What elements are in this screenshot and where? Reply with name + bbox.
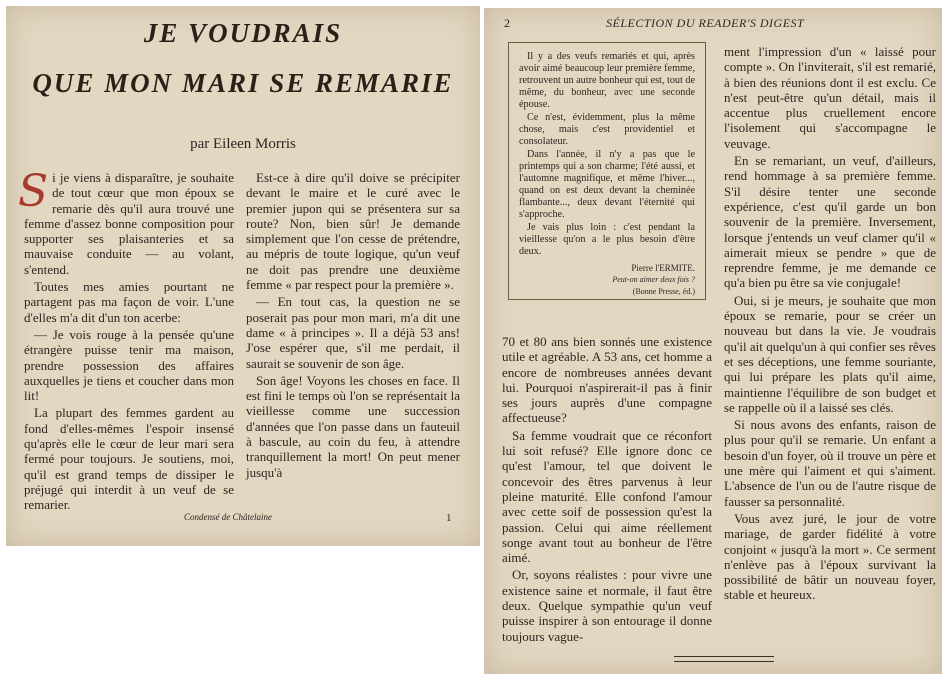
right-column-2 bbox=[724, 44, 936, 605]
paragraph: En se remariant, un veuf, d'ailleurs, rend hommage à sa première femme. S'il désire tenter une seconde expérience, c'est qu'il garde un bon souvenir de la première. Inversement, lorsque j'entends un veuf clamer qu'il « aimerait mieux se pendre » que de reprendre femme, je me demande ce qu'a bien pu être sa vie conjugale! bbox=[724, 153, 936, 291]
byline: par Eileen Morris bbox=[190, 136, 296, 152]
paragraph: — En tout cas, la question ne se poserait pas pour mon mari, m'a dit une dame « à principes ». Il a déjà 53 ans! J'ose espérer que, s'il me perdait, il saurait se souvenir de son âge. bbox=[246, 294, 460, 371]
paragraph: Or, soyons réalistes : pour vivre une existence saine et normale, il faut être deux. Quelque sympathie qu'un veuf puisse inspirer à son entourage il donne toujours vague- bbox=[502, 567, 712, 644]
page-number: 2 bbox=[504, 16, 510, 30]
end-rule bbox=[674, 656, 774, 662]
article-title-line2: QUE MON MARI SE REMARIE bbox=[32, 68, 454, 98]
left-column-2 bbox=[246, 170, 460, 482]
paragraph: — Je vois rouge à la pensée qu'une étrangère puisse tenir ma maison, prendre possession des affaires auxquelles je tiens et coucher dans mon lit! bbox=[24, 326, 234, 404]
left-column-1 bbox=[18, 166, 234, 515]
page-number: 1 bbox=[446, 512, 452, 524]
paragraph: ment l'impression d'un « laissé pour compte ». On l'inviterait, s'il est remarié, à bien des réunions dont il est exclu. Ce n'est peut-être qu'un détail, mais il accentue plus cruellement encore l'isolement qui s'accompagne le veuvage. bbox=[724, 44, 936, 151]
right-column-1 bbox=[502, 334, 712, 646]
drop-cap: S bbox=[18, 166, 49, 217]
box-signature: Pierre l'ERMITE. bbox=[631, 263, 695, 273]
paragraph: Sa femme voudrait que ce réconfort lui soit refusé? Elle ignore donc ce qu'est l'amour, tel que doivent le concevoir des êtres parvenus à leur pleine maturité. Elle confond l'amour avec cette soif de possession qu'est la passion. Celui qui aime réellement songe avant tout au bonheur de l'être aimé. bbox=[502, 427, 712, 566]
box-source-title: Peut-on aimer deux fois ? bbox=[612, 275, 695, 284]
box-source-publisher: (Bonne Presse, éd.) bbox=[632, 287, 695, 296]
paragraph: Si je viens à disparaître, je souhaite de tout cœur que mon époux se remarie dès qu'il aura trouvé une femme d'assez bonne composition pour supporter ses plaisanteries et sa mauvaise conduite — au volant, s'entend. bbox=[18, 166, 234, 277]
quote-box bbox=[508, 42, 706, 300]
box-paragraph: Je vais plus loin : c'est pendant la vieillesse qu'on a le plus besoin d'être deux. bbox=[519, 222, 695, 257]
running-head: SÉLECTION DU READER'S DIGEST bbox=[606, 16, 805, 30]
paragraph: Toutes mes amies pourtant ne partagent pas ma façon de voir. L'une d'elles m'a dit d'un ton acerbe: bbox=[24, 279, 234, 325]
left-page bbox=[6, 6, 480, 546]
box-paragraph: Il y a des veufs remariés et qui, après avoir aimé beaucoup leur première femme, retrouvent un autre bonheur qui est, tout de même, du bonheur, avec une seconde épouse. bbox=[519, 51, 695, 110]
paragraph: Si nous avons des enfants, raison de plus pour qu'il se remarie. Un enfant a besoin d'un foyer, où il trouve un père et une mère qui l'aiment et qui s'aiment. L'absence de l'un ou de l'autre risque de fausser sa personnalité. bbox=[724, 417, 936, 509]
box-paragraph: Ce n'est, évidemment, plus la même chose, mais c'est providentiel et consolateur. bbox=[519, 112, 695, 147]
source-footer: Condensé de Châtelaine bbox=[184, 512, 272, 522]
right-page bbox=[484, 8, 942, 674]
paragraph: Vous avez juré, le jour de votre mariage, de garder fidélité à votre conjoint « jusqu'à la mort ». Ce serment n'enlève pas à l'époux survivant la possibilité de bâtir un nouveau foyer, stable et heureux. bbox=[724, 510, 936, 603]
paragraph: La plupart des femmes gardent au fond d'elles-mêmes l'espoir insensé qu'après elle le cœur de leur mari sera fermé pour toujours. Je soutiens, moi, qu'il est grand temps de dissiper le préjugé qui interdit à un veuf de se remarier. bbox=[24, 405, 234, 513]
paragraph: Est-ce à dire qu'il doive se précipiter devant le maire et le curé avec le premier jupon qui se présentera sur sa route? Non, bien sûr! Je demande simplement que l'on cesse de prétendre, au mépris de toute logique, qu'un veuf ne doit pas prendre une deuxième femme « par respect pour la première ». bbox=[246, 170, 460, 293]
article-title-line1: JE VOUDRAIS bbox=[143, 18, 343, 48]
paragraph: Son âge! Voyons les choses en face. Il est fini le temps où l'on se représentait la vieillesse comme une succession d'années que l'on passe dans un fauteuil à bascule, au coin du feu, à attendre tranquillement la mort! On peut mener jusqu'à bbox=[246, 372, 460, 480]
paragraph: 70 et 80 ans bien sonnés une existence utile et agréable. A 53 ans, cet homme a encore de nombreuses années devant lui. Pourquoi n'aspirerait-il pas à finir ses jours auprès d'une compagne affectueuse? bbox=[502, 334, 712, 426]
box-paragraph: Dans l'année, il n'y a pas que le printemps qui a son charme; l'été aussi, et l'automne magnifique, et même l'hiver..., quand on est deux devant la cheminée flambante..., deux devant l'éternité qui s'approche. bbox=[519, 149, 695, 220]
paragraph: Oui, si je meurs, je souhaite que mon époux se remarie, pour se créer un nouveau but dans la vie. Je voudrais qu'il ait quelqu'un à qui confier ses rêves et ses déceptions, une femme souriante, qui lui prépare les plats qu'il aime, maintienne l'équilibre de son budget et se rappelle où il a laissé ses clés. bbox=[724, 292, 936, 415]
